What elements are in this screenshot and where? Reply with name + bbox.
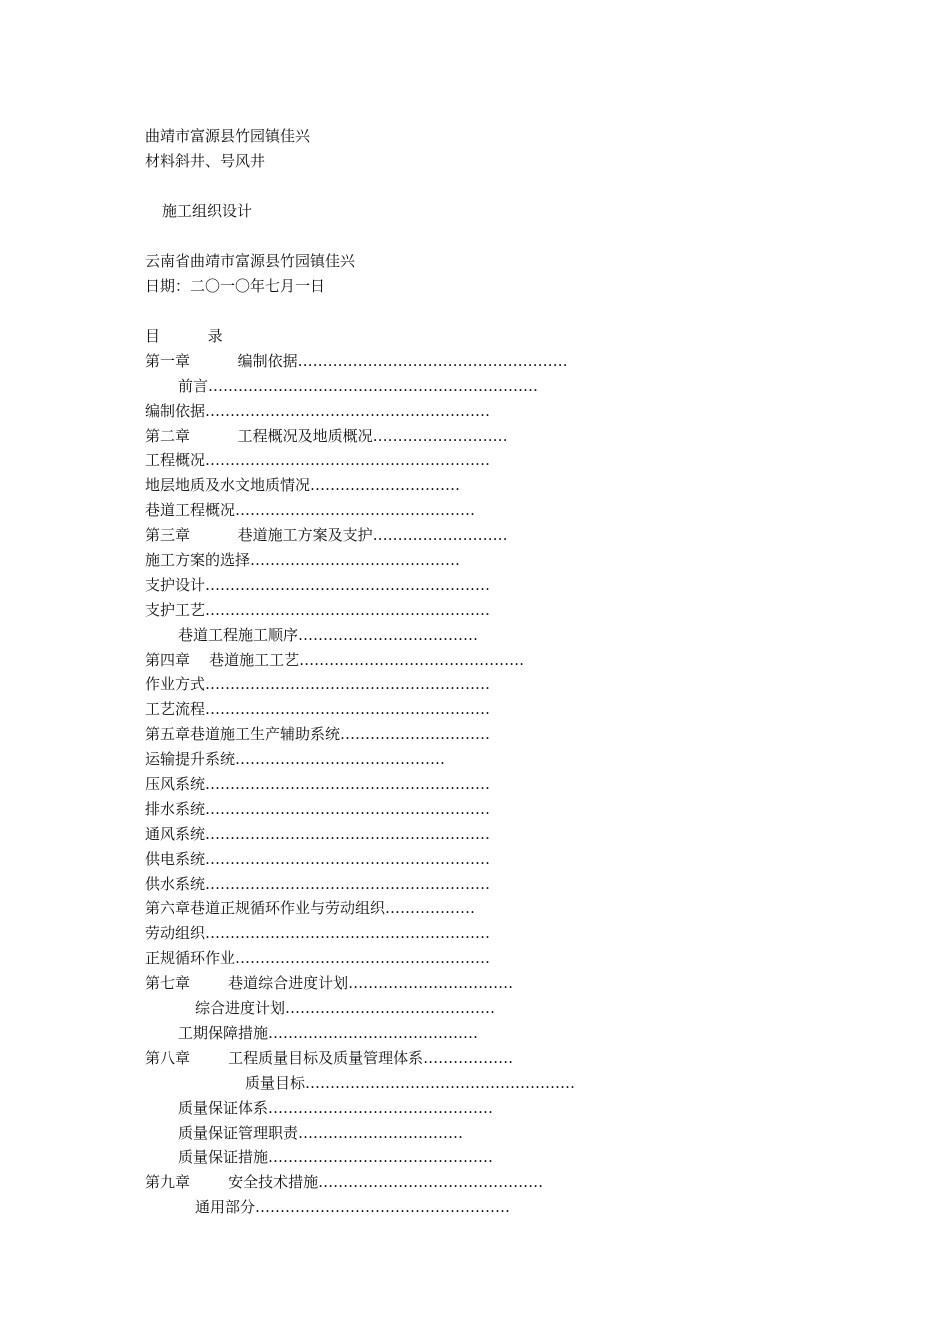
toc-entry: 前言………………………………………………………… [178, 376, 539, 395]
toc-entry: 巷道工程概况………………………………………… [145, 501, 476, 520]
toc-entry: 作业方式………………………………………………… [145, 675, 491, 694]
toc-entry: 通风系统………………………………………………… [145, 824, 491, 843]
toc-entry: 质量保证措施……………………………………… [178, 1148, 494, 1167]
toc-entry: 压风系统………………………………………………… [145, 775, 491, 794]
toc-entry: 第八章 工程质量目标及质量管理体系……………… [145, 1048, 514, 1067]
toc-entry: 供水系统………………………………………………… [145, 874, 491, 893]
toc-entry: 编制依据………………………………………………… [145, 401, 491, 420]
toc-entry: 支护设计………………………………………………… [145, 575, 491, 594]
toc-entry: 施工方案的选择…………………………………… [145, 551, 461, 570]
toc-entry: 地层地质及水文地质情况………………………… [145, 476, 461, 495]
toc-entry: 质量保证体系……………………………………… [178, 1098, 494, 1117]
toc-heading: 目 录 [145, 327, 223, 345]
toc-entry: 第九章 安全技术措施……………………………………… [145, 1173, 544, 1192]
toc-entry: 第一章 编制依据……………………………………………… [145, 351, 568, 370]
organization-line: 云南省曲靖市富源县竹园镇佳兴 [145, 252, 356, 270]
toc-entry: 第四章 巷道施工工艺……………………………………… [145, 650, 525, 669]
toc-entry: 巷道工程施工顺序……………………………… [178, 625, 479, 644]
toc-entry: 通用部分…………………………………………… [195, 1198, 511, 1217]
date-line: 日期：二〇一〇年七月一日 [145, 277, 326, 295]
header-line-1: 曲靖市富源县竹园镇佳兴 [145, 127, 311, 145]
toc-entry: 第五章巷道施工生产辅助系统………………………… [145, 725, 491, 744]
toc-entry: 排水系统………………………………………………… [145, 799, 491, 818]
toc-entry: 第二章 工程概况及地质概况……………………… [145, 426, 508, 445]
toc-entry: 质量保证管理职责…………………………… [178, 1123, 464, 1142]
toc-entry: 运输提升系统…………………………………… [145, 750, 446, 769]
toc-entry: 工程概况………………………………………………… [145, 451, 491, 470]
doc-title: 施工组织设计 [162, 202, 253, 220]
toc-entry: 正规循环作业…………………………………………… [145, 949, 491, 968]
toc-entry: 综合进度计划…………………………………… [195, 999, 496, 1018]
toc-entry: 供电系统………………………………………………… [145, 849, 491, 868]
toc-entry: 劳动组织………………………………………………… [145, 924, 491, 943]
toc-entry: 质量目标……………………………………………… [245, 1073, 576, 1092]
toc-entry: 第六章巷道正规循环作业与劳动组织……………… [145, 899, 476, 918]
toc-entry: 第三章 巷道施工方案及支护……………………… [145, 526, 508, 545]
toc-entry: 工期保障措施…………………………………… [178, 1023, 479, 1042]
header-line-2: 材料斜井、号风井 [145, 152, 266, 170]
table-of-contents [145, 324, 745, 1220]
toc-entry: 工艺流程………………………………………………… [145, 700, 491, 719]
toc-entry: 支护工艺………………………………………………… [145, 600, 491, 619]
toc-entry: 第七章 巷道综合进度计划…………………………… [145, 974, 514, 993]
